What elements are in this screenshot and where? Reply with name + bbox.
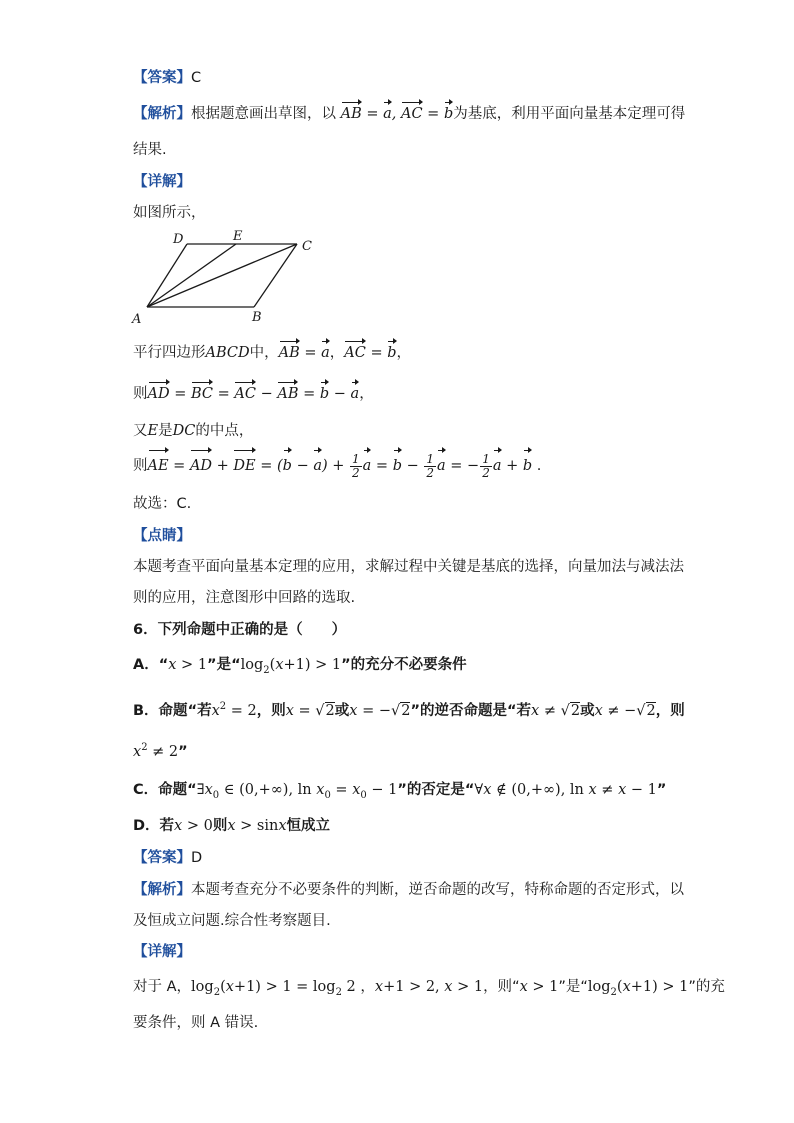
option-b-line-2: $x^2 \ne 2$” — [133, 742, 188, 760]
formula-ae: AE = AD + DE = (b − a) + $\frac{1}{2}$ a = b − $\frac{1}{2}$ a = − $\frac{1}{2}$ a + b — [147, 451, 533, 480]
text: 平行四边形 — [133, 345, 206, 361]
formula-x-gt-sinx: x > sinx — [227, 818, 287, 834]
basis-formula: AB = a, AC = b — [340, 106, 454, 122]
detail2-tag-line — [133, 942, 191, 962]
formula-exists: $\exists x_0$ ∈ (0,+∞), $\ln x_0 = x_0 - 1$ — [196, 782, 398, 801]
comment-line-1: 本题考查平面向量基本定理的应用，求解过程中关键是基底的选择，向量加法与减法法 — [133, 559, 684, 575]
detail-tag-line — [133, 172, 191, 192]
text: 本题考查充分不必要条件的判断，逆否命题的改写，特称命题的否定形式，以 — [191, 882, 684, 898]
formula-x-gt-0: x > 0 — [174, 818, 213, 834]
detail2-line-1: 对于 A，$\log_2(x+1) > 1 = \log_2 2$ ，x+1 > 2, x > 1，则“x > 1”是“$\log_2(x+1) > 1$”的充 — [133, 979, 725, 998]
text: 则 — [133, 458, 148, 474]
analysis-line-1 — [133, 104, 685, 124]
text: 是 — [216, 657, 232, 673]
text: D．若 — [133, 818, 175, 834]
parallelogram-figure — [130, 228, 330, 328]
text: 若 — [197, 702, 212, 719]
option-b-line-1: B．命题“若$x^2 = 2$，则x = √2或x = −√2”的逆否命题是“若x ≠ √2或x ≠ −√2，则 — [133, 701, 685, 719]
label-d: D — [173, 232, 184, 247]
analysis-text: 根据题意画出草图，以 — [191, 106, 336, 122]
text: ，则 — [655, 702, 685, 719]
formula-x-neq-sqrt2: x ≠ √2 — [531, 702, 581, 719]
formula-x-gt-1: x > 1 — [168, 657, 208, 673]
detail-tag: 【详解】 — [133, 174, 191, 190]
analysis-text-2: 为基底，利用平面向量基本定理可得 — [453, 106, 686, 122]
text: ，则 — [256, 702, 286, 719]
text: 若 — [516, 702, 532, 719]
option-d — [133, 816, 330, 836]
formula-ab: AB = a — [278, 345, 330, 361]
formula-x-eq-neg-sqrt2: x = −√2 — [349, 702, 411, 719]
formula-ad: AD = BC = AC − AB = b − a — [147, 386, 360, 402]
text: 恒成立 — [286, 818, 330, 834]
formula-x-gt-1-b: x > 1 — [519, 979, 559, 995]
detail-line-2: 平行四边形ABCD中，AB = a，AC = b， — [133, 345, 412, 361]
text: 的逆否命题是 — [420, 702, 507, 719]
option-c: C．命题“$\exists x_0$ ∈ (0,+∞), $\ln x_0 = x_0 - 1$”的否定是“∀x ∉ (0,+∞), ln x ≠ x − 1” — [133, 782, 667, 801]
text: C．命题 — [133, 782, 188, 798]
segment-dc: DC — [172, 423, 196, 439]
text: 或 — [580, 702, 595, 719]
formula-x-eq-sqrt2: x = √2 — [285, 702, 335, 719]
text: A． — [133, 657, 159, 673]
answer-value-2: D — [191, 850, 203, 866]
formula-x-neq-neg-sqrt2: x ≠ −√2 — [594, 702, 656, 719]
comment-tag: 【点睛】 — [133, 528, 191, 544]
label-a: A — [132, 312, 142, 327]
detail-line-4 — [133, 421, 253, 441]
text: B．命题 — [133, 702, 188, 719]
text: 则 — [133, 386, 148, 402]
answer-value: C — [191, 70, 202, 86]
text: 的充分不必要条件 — [350, 657, 467, 673]
parallelogram-name: ABCD — [205, 345, 250, 361]
answer-line-1 — [133, 68, 201, 88]
formula-log-b: $\log_2(x+1) > 1$ — [587, 979, 689, 998]
detail-select: 故选：C. — [133, 496, 192, 512]
analysis-tag: 【解析】 — [133, 106, 191, 122]
answer-tag-2: 【答案】 — [133, 850, 191, 866]
text: 中， — [249, 345, 279, 361]
label-b: B — [252, 310, 262, 325]
point-e: E — [147, 423, 159, 439]
text: 的中点， — [195, 423, 254, 439]
comment-line-2: 则的应用，注意图形中回路的选取. — [133, 590, 356, 606]
formula-log: $\log_2(x+1) > 1$ — [240, 657, 342, 676]
text: 则 — [212, 818, 228, 834]
answer-tag: 【答案】 — [133, 70, 191, 86]
analysis2-line-2: 及恒成立问题.综合性考察题目. — [133, 913, 331, 929]
text: 又 — [133, 423, 148, 439]
text: 的充 — [695, 979, 725, 995]
analysis2-line-1 — [133, 880, 684, 900]
text: 是 — [565, 979, 581, 995]
text: 对于 A， — [133, 979, 192, 995]
formula-log-chain: $\log_2(x+1) > 1 = \log_2 2$ ，x+1 > 2, x > 1 — [191, 979, 484, 998]
detail-line-3: 则AD = BC = AC − AB = b − a， — [133, 386, 374, 402]
formula-forall: ∀x ∉ (0,+∞), ln x ≠ x − 1 — [474, 782, 657, 798]
analysis-line-2: 结果. — [133, 142, 167, 158]
label-c: C — [302, 239, 312, 254]
detail-line-5: 则AE = AD + DE = (b − a) + $\frac{1}{2}$ a = b − $\frac{1}{2}$ a = − $\frac{1}{2}$ a + b . — [133, 451, 542, 480]
text: ，则 — [483, 979, 513, 995]
formula-x2-neq-2: $x^2 \ne 2$ — [133, 742, 179, 760]
formula-x2-eq-2: $x^2 = 2$ — [211, 701, 257, 719]
label-e: E — [233, 229, 243, 244]
formula-ac: AC = b — [344, 345, 397, 361]
analysis-tag-2: 【解析】 — [133, 882, 191, 898]
text: 的否定是 — [406, 782, 465, 798]
question-6-stem: 6．下列命题中正确的是（ ） — [133, 622, 347, 638]
detail-line-1: 如图所示， — [133, 205, 206, 221]
option-a: A．“x > 1”是“$\log_2(x+1) > 1$”的充分不必要条件 — [133, 657, 467, 676]
comment-tag-line — [133, 526, 191, 546]
answer-line-2 — [133, 848, 202, 868]
text: 或 — [334, 702, 350, 719]
detail-tag-2: 【详解】 — [133, 944, 191, 960]
detail2-line-2: 要条件，则 A 错误. — [133, 1015, 259, 1031]
text: 是 — [158, 423, 173, 439]
